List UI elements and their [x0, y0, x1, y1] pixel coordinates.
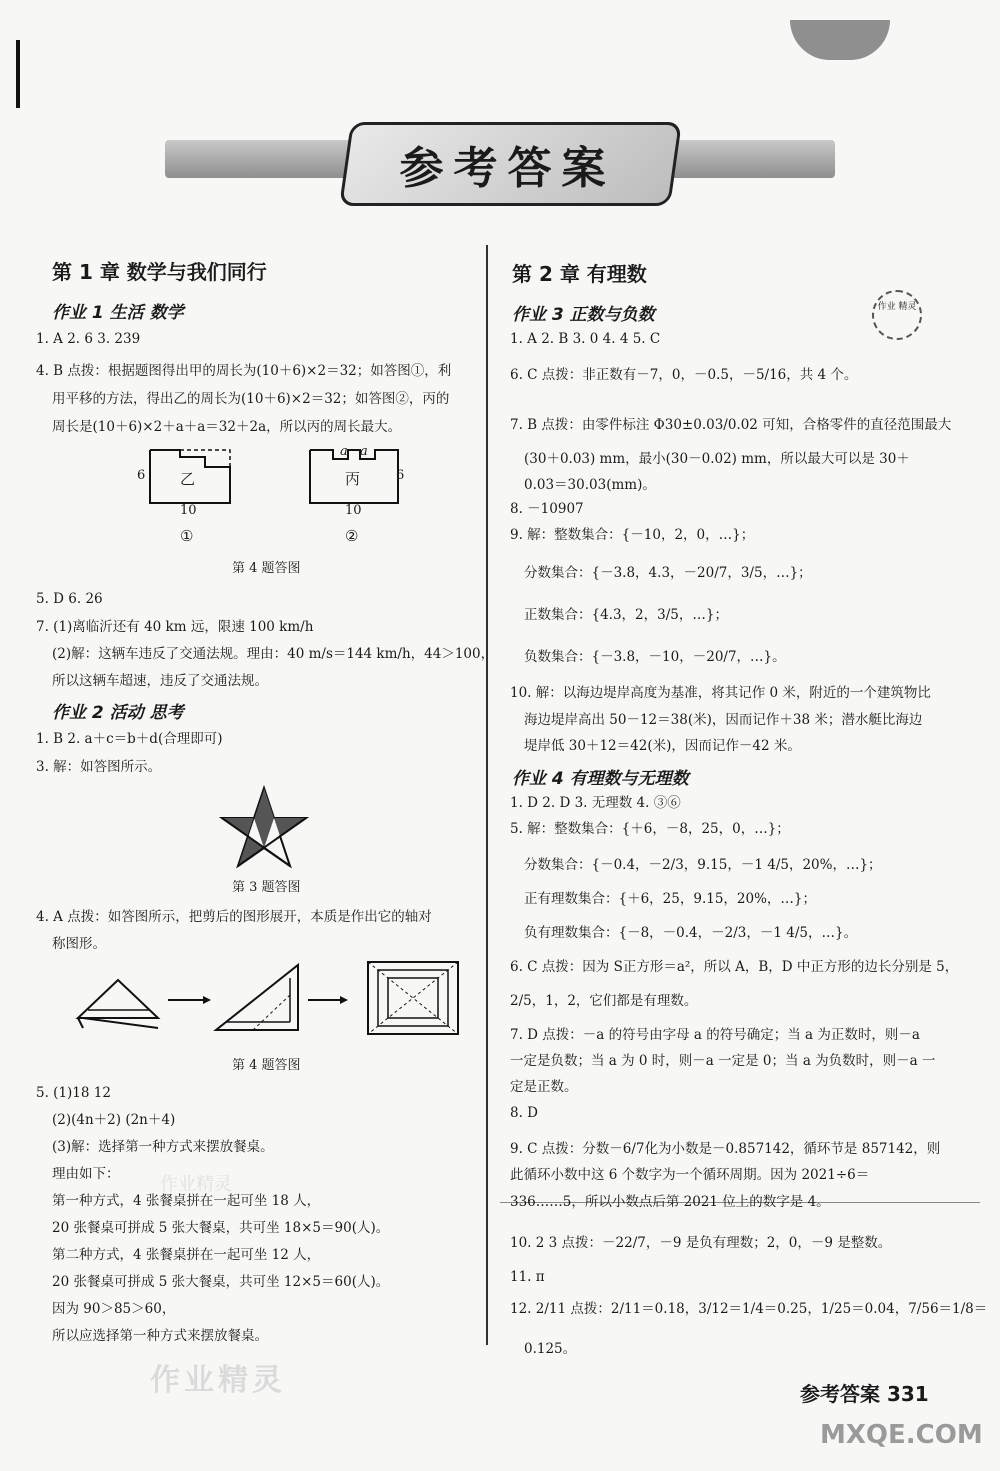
answer-line: 6. C 点拨：因为 S正方形＝a²，所以 A，B，D 中正方形的边长分别是 5， — [510, 959, 959, 975]
answer-line: 0.125。 — [524, 1341, 577, 1357]
answer-line: 周长是(10＋6)×2＋a＋a＝32＋2a，所以丙的周长最大。 — [52, 419, 402, 435]
answer-line: 此循环小数中这 6 个数字为一个循环周期。因为 2021÷6＝ — [510, 1167, 870, 1183]
answer-line: (3)解：选择第一种方式来摆放餐桌。 — [52, 1139, 274, 1155]
answer-line: 4. A 点拨：如答图所示，把剪后的图形展开，本质是作出它的轴对 — [36, 909, 432, 925]
answer-line: 12. 2/11 点拨：2/11＝0.18，3/12＝1/4＝0.25，1/25＝0.04，7/56＝1/8＝ — [510, 1301, 988, 1317]
answer-line: 7. (1)离临沂还有 40 km 远，限速 100 km/h — [36, 619, 314, 635]
answer-line: 一定是负数；当 a 为 0 时，则－a 一定是 0；当 a 为负数时，则－a 一 — [510, 1053, 936, 1069]
figure-label: a — [360, 444, 368, 459]
answer-line: 8. －10907 — [510, 501, 584, 517]
answer-line: 定是正数。 — [510, 1079, 578, 1095]
figure-label: 10 — [180, 503, 197, 518]
figure-label: 6 — [396, 468, 405, 483]
answer-line: 5. D 6. 26 — [36, 591, 103, 607]
answer-line: 7. B 点拨：由零件标注 Φ30±0.03/0.02 可知，合格零件的直径范围最大 — [510, 417, 952, 433]
answer-line: 正有理数集合：{＋6，25，9.15，20%，…}； — [524, 891, 817, 907]
margin-rule — [16, 40, 20, 108]
homework-1-title: 作业 1 生活 数学 — [52, 303, 184, 323]
figure-caption: 第 3 题答图 — [232, 880, 301, 895]
figure-label: ② — [345, 527, 359, 545]
answer-line: 11. π — [510, 1269, 545, 1285]
watermark: 作业精灵 — [150, 1363, 286, 1398]
answer-line: 用平移的方法，得出乙的周长为(10＋6)×2＝32；如答图②，丙的 — [52, 391, 450, 407]
answer-line: 正数集合：{4.3，2，3/5，…}； — [524, 607, 728, 623]
answer-line: 分数集合：{－3.8，4.3，－20/7，3/5，…}； — [524, 565, 812, 581]
answer-line: 7. D 点拨：－a 的符号由字母 a 的符号确定；当 a 为正数时，则－a — [510, 1027, 920, 1043]
answer-line: 1. A 2. B 3. 0 4. 4 5. C — [510, 331, 661, 347]
figure-caption: 第 4 题答图 — [232, 561, 301, 576]
answer-line: 负有理数集合：{－8，－0.4，－2/3，－1 4/5，…}。 — [524, 925, 858, 941]
answer-line: (2)解：这辆车违反了交通法规。理由：40 m/s＝144 km/h，44＞100， — [52, 646, 495, 662]
answer-line: 10. 2 3 点拨：－22/7，－9 是负有理数；2，0，－9 是整数。 — [510, 1235, 892, 1251]
answer-line: 分数集合：{－0.4，－2/3，9.15，－1 4/5，20%，…}； — [524, 857, 882, 873]
answer-line: 3. 解：如答图所示。 — [36, 759, 162, 775]
watermark: 作业精灵 — [160, 1174, 232, 1195]
answer-line: 20 张餐桌可拼成 5 张大餐桌，共可坐 12×5＝60(人)。 — [52, 1274, 390, 1290]
chapter-2-title: 第 2 章 有理数 — [512, 262, 647, 286]
answer-line: 6. C 点拨：非正数有－7，0，－0.5，－5/16，共 4 个。 — [510, 367, 858, 383]
answer-line: 第一种方式，4 张餐桌拼在一起可坐 18 人， — [52, 1193, 321, 1209]
answer-line: 2/5，1，2，它们都是有理数。 — [510, 993, 698, 1009]
answer-line: (30＋0.03) mm，最小(30－0.02) mm，所以最大可以是 30＋ — [524, 451, 910, 467]
homework-4-title: 作业 4 有理数与无理数 — [512, 769, 689, 789]
homework-2-title: 作业 2 活动 思考 — [52, 703, 184, 723]
answer-line: 1. D 2. D 3. 无理数 4. ③⑥ — [510, 795, 681, 811]
answer-line: 所以应选择第一种方式来摆放餐桌。 — [52, 1328, 268, 1344]
figure-label: a — [340, 444, 348, 459]
figure-label: ① — [180, 527, 194, 545]
corner-decoration — [790, 20, 890, 60]
figure-label: 6 — [137, 468, 146, 483]
answer-line: 20 张餐桌可拼成 5 张大餐桌，共可坐 18×5＝90(人)。 — [52, 1220, 390, 1236]
figure-label: 丙 — [345, 470, 361, 488]
answer-line: 第二种方式，4 张餐桌拼在一起可坐 12 人， — [52, 1247, 321, 1263]
page-title: 参考答案 — [399, 143, 616, 194]
figure-caption: 第 4 题答图 — [232, 1058, 301, 1073]
chapter-1-title: 第 1 章 数学与我们同行 — [52, 260, 267, 284]
answer-line: 因为 90＞85＞60， — [52, 1301, 176, 1317]
answer-line: 5. (1)18 12 — [36, 1085, 111, 1101]
homework-3-title: 作业 3 正数与负数 — [512, 305, 655, 325]
answer-line: 4. B 点拨：根据题图得出甲的周长为(10＋6)×2＝32；如答图①，利 — [36, 363, 452, 379]
answer-line: 8. D — [510, 1105, 538, 1121]
stamp-seal: 作业 精灵 — [872, 290, 922, 340]
answer-line: 所以这辆车超速，违反了交通法规。 — [52, 673, 268, 689]
page-footer: 参考答案 331 — [800, 1382, 929, 1406]
answer-line: 负数集合：{－3.8，－10，－20/7，…}。 — [524, 649, 786, 665]
answer-line: 5. 解：整数集合：{＋6，－8，25，0，…}； — [510, 821, 790, 837]
figure-label: 乙 — [180, 470, 196, 488]
figure-label: 10 — [345, 503, 362, 518]
star-figure — [222, 786, 307, 866]
answer-line: 理由如下： — [52, 1166, 120, 1182]
answer-line: 0.03＝30.03(mm)。 — [524, 477, 656, 493]
column-divider — [486, 245, 488, 1345]
answer-line: (2)(4n＋2) (2n＋4) — [52, 1112, 176, 1128]
answer-line: 称图形。 — [52, 936, 106, 952]
answer-line: 堤岸低 30＋12＝42(米)，因而记作－42 米。 — [524, 738, 801, 754]
watermark: MXQE.COM — [820, 1420, 983, 1450]
answer-line: 海边堤岸高出 50－12＝38(米)，因而记作＋38 米；潜水艇比海边 — [524, 712, 923, 728]
answer-line: 9. C 点拨：分数－6/7化为小数是－0.857142，循环节是 857142，则 — [510, 1141, 941, 1157]
answer-line: 10. 解：以海边堤岸高度为基准，将其记作 0 米，附近的一个建筑物比 — [510, 685, 931, 701]
answer-line: 1. A 2. 6 3. 239 — [36, 331, 141, 347]
answer-line: 9. 解：整数集合：{－10，2，0，…}； — [510, 527, 755, 543]
answer-line: 336……5，所以小数点后第 2021 位上的数字是 4。 — [510, 1194, 830, 1210]
figure-4-shapes — [130, 445, 420, 525]
folding-figure — [78, 960, 468, 1040]
answer-line: 1. B 2. a＋c＝b＋d(合理即可) — [36, 731, 223, 747]
